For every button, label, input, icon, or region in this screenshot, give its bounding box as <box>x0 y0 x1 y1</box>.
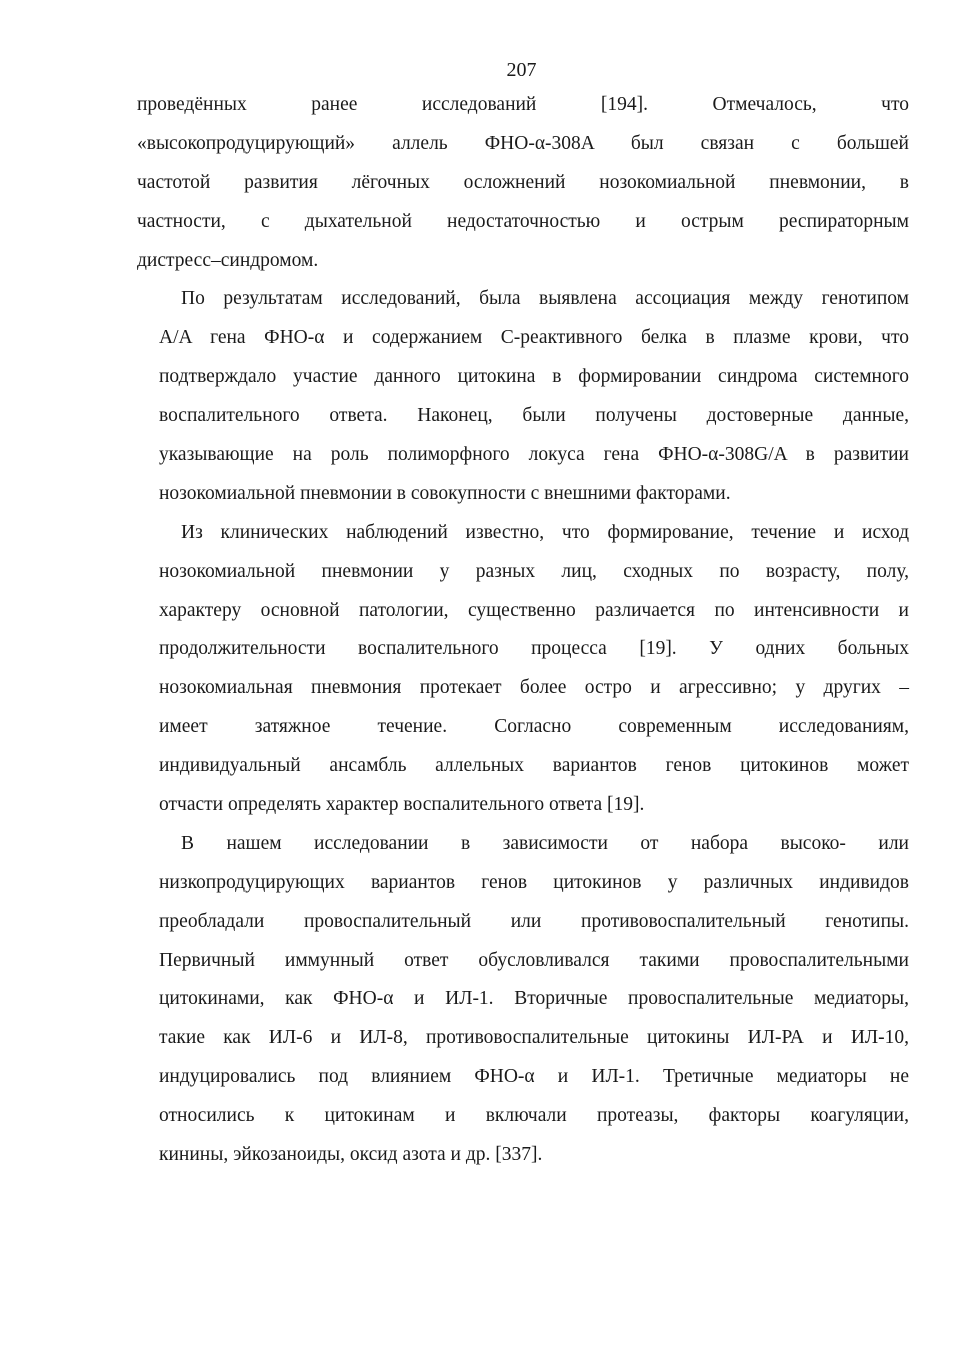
text-line: проведённых ранее исследований [194]. Отмечалось, что <box>137 94 909 115</box>
text-line: преобладали провоспалительный или противовоспалительный генотипы. <box>159 910 909 932</box>
paragraph-2 <box>137 280 909 513</box>
text-line: По результатам исследований, была выявлена ассоциация между генотипом <box>181 288 909 310</box>
text-line: низкопродуцирующих вариантов генов цитокинов у различных индивидов <box>159 871 909 893</box>
text-line: такие как ИЛ-6 и ИЛ-8, противовоспалительные цитокины ИЛ-РА и ИЛ-10, <box>159 1027 909 1049</box>
text-line: частности, с дыхательной недостаточностью и острым респираторным <box>137 210 909 232</box>
paragraph-1 <box>137 86 909 280</box>
text-line: цитокинами, как ФНО-α и ИЛ-1. Вторичные провоспалительные медиаторы, <box>159 988 909 1010</box>
text-line: частотой развития лёгочных осложнений нозокомиальной пневмонии, в <box>137 171 909 193</box>
text-line: индивидуальный ансамбль аллельных вариантов генов цитокинов может <box>159 755 909 777</box>
text-line: относились к цитокинам и включали протеазы, факторы коагуляции, <box>159 1105 909 1127</box>
text-line: нозокомиальной пневмонии у разных лиц, сходных по возрасту, полу, <box>159 560 909 582</box>
text-line: индуцировались под влиянием ФНО-α и ИЛ-1. Третичные медиаторы не <box>159 1066 909 1088</box>
text-line: отчасти определять характер воспалительного ответа [19]. <box>159 794 645 816</box>
paragraph-3 <box>137 514 909 825</box>
text-line: A/A гена ФНО-α и содержанием С-реактивного белка в плазме крови, что <box>159 327 909 349</box>
document-body <box>137 86 909 1175</box>
text-line: «высокопродуцирующий» аллель ФНО-α-308A был связан с большей <box>137 132 909 154</box>
text-line: нозокомиальной пневмонии в совокупности с внешними факторами. <box>159 482 731 504</box>
page-number: 207 <box>506 59 537 81</box>
text-line: Первичный иммунный ответ обусловливался такими провоспалительными <box>159 949 909 971</box>
text-line: имеет затяжное течение. Согласно современным исследованиям, <box>159 716 909 738</box>
text-line: указывающие на роль полиморфного локуса гена ФНО-α-308G/A в развитии <box>159 444 909 466</box>
text-line: воспалительного ответа. Наконец, были получены достоверные данные, <box>159 405 909 427</box>
paragraph-4 <box>137 825 909 1175</box>
text-line: Из клинических наблюдений известно, что формирование, течение и исход <box>181 521 909 543</box>
text-line: кинины, эйкозаноиды, оксид азота и др. [337]. <box>159 1144 543 1166</box>
text-line: дистресс–синдромом. <box>137 249 319 271</box>
text-line: нозокомиальная пневмония протекает более остро и агрессивно; у других – <box>159 677 909 699</box>
page-number-container <box>0 58 953 82</box>
text-line: характеру основной патологии, существенно различается по интенсивности и <box>159 599 909 621</box>
text-line: продолжительности воспалительного процесса [19]. У одних больных <box>159 638 909 660</box>
text-line: В нашем исследовании в зависимости от набора высоко- или <box>181 832 909 854</box>
text-line: подтверждало участие данного цитокина в формировании синдрома системного <box>159 366 909 388</box>
